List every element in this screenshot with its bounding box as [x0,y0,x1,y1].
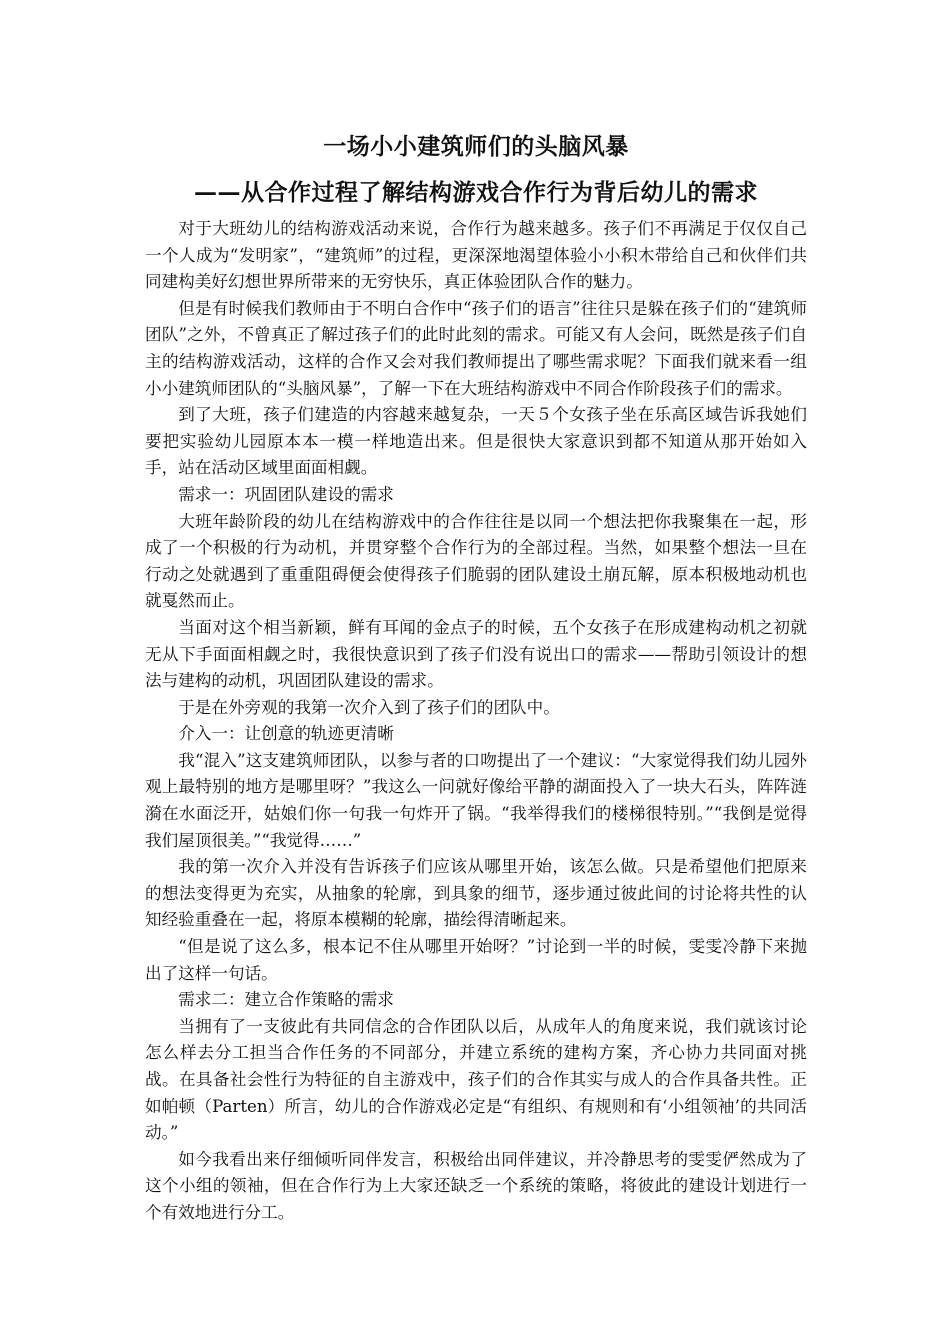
paragraph: 大班年龄阶段的幼儿在结构游戏中的合作往往是以同一个想法把你我聚集在一起，形成了一个积极的行为动机，并贯穿整个合作行为的全部过程。当然，如果整个想法一旦在行动之处就遇到了重重阻碍便会使得孩子们脆弱的团队建设土崩瓦解，原本积极地动机也就戛然而止。 [145,511,807,611]
section-heading-need-2: 需求二：建立合作策略的需求 [178,990,394,1010]
document-page [145,130,807,1227]
paragraph: 对于大班幼儿的结构游戏活动来说，合作行为越来越多。孩子们不再满足于仅仅自己一个人成为“发明家”，“建筑师”的过程，更深深地渴望体验小小积木带给自己和伙伴们共同建构美好幻想世界所带来的无穷快乐，真正体验团队合作的魅力。 [145,219,807,292]
paragraph: 但是有时候我们教师由于不明白合作中“孩子们的语言”往往只是躲在孩子们的“建筑师团队”之外，不曾真正了解过孩子们的此时此刻的需求。可能又有人会问，既然是孩子们自主的结构游戏活动，这样的合作又会对我们教师提出了哪些需求呢？下面我们就来看一组小小建筑师团队的“头脑风暴”，了解一下在大班结构游戏中不同合作阶段孩子们的需求。 [145,298,807,398]
document-subtitle: ——从合作过程了解结构游戏合作行为背后幼儿的需求 [194,179,758,206]
paragraph: 我的第一次介入并没有告诉孩子们应该从哪里开始，该怎么做。只是希望他们把原来的想法变得更为充实，从抽象的轮廓，到具象的细节，逐步通过彼此间的讨论将共性的认知经验重叠在一起，将原本模糊的轮廓，描绘得清晰起来。 [145,857,807,930]
section-heading-intervention-1: 介入一：让创意的轨迹更清晰 [178,724,394,744]
paragraph: 当拥有了一支彼此有共同信念的合作团队以后，从成年人的角度来说，我们就该讨论怎么样去分工担当合作任务的不同部分，并建立系统的建构方案，齐心协力共同面对挑战。在具备社会性行为特征的自主游戏中，孩子们的合作其实与成人的合作具备共性。正如帕顿（Parten）所言，幼儿的合作游戏必定是“有组织、有规则和有‘小组领袖’的共同活动。” [145,1016,807,1143]
paragraph: 到了大班，孩子们建造的内容越来越复杂，一天５个女孩子坐在乐高区域告诉我她们要把实验幼儿园原本本一模一样地造出来。但是很快大家意识到都不知道从那开始如入手，站在活动区域里面面相觑。 [145,405,807,478]
document-body [145,216,807,1227]
paragraph: 我“混入”这支建筑师团队，以参与者的口吻提出了一个建议：“大家觉得我们幼儿园外观上最特别的地方是哪里呀？”我这么一问就好像给平静的湖面投入了一块大石头，阵阵涟漪在水面泛开，姑娘们你一句我一句炸开了锅。“我举得我们的楼梯很特别。”“我倒是觉得我们屋顶很美。”“我觉得……” [145,750,807,850]
paragraph: 当面对这个相当新颖，鲜有耳闻的金点子的时候，五个女孩子在形成建构动机之初就无从下手面面相觑之时，我很快意识到了孩子们没有说出口的需求——帮助引领设计的想法与建构的动机，巩固团队建设的需求。 [145,617,807,691]
section-heading-need-1: 需求一：巩固团队建设的需求 [178,484,394,504]
document-title: 一场小小建筑师们的头脑风暴 [323,133,629,160]
paragraph: 于是在外旁观的我第一次介入到了孩子们的团队中。 [178,697,560,717]
paragraph: 如今我看出来仔细倾听同伴发言，积极给出同伴建议，并冷静思考的雯雯俨然成为了这个小组的领袖，但在合作行为上大家还缺乏一个系统的策略，将彼此的建设计划进行一个有效地进行分工。 [145,1149,807,1222]
paragraph: “但是说了这么多，根本记不住从哪里开始呀？”讨论到一半的时候，雯雯冷静下来抛出了这样一句话。 [145,937,807,983]
